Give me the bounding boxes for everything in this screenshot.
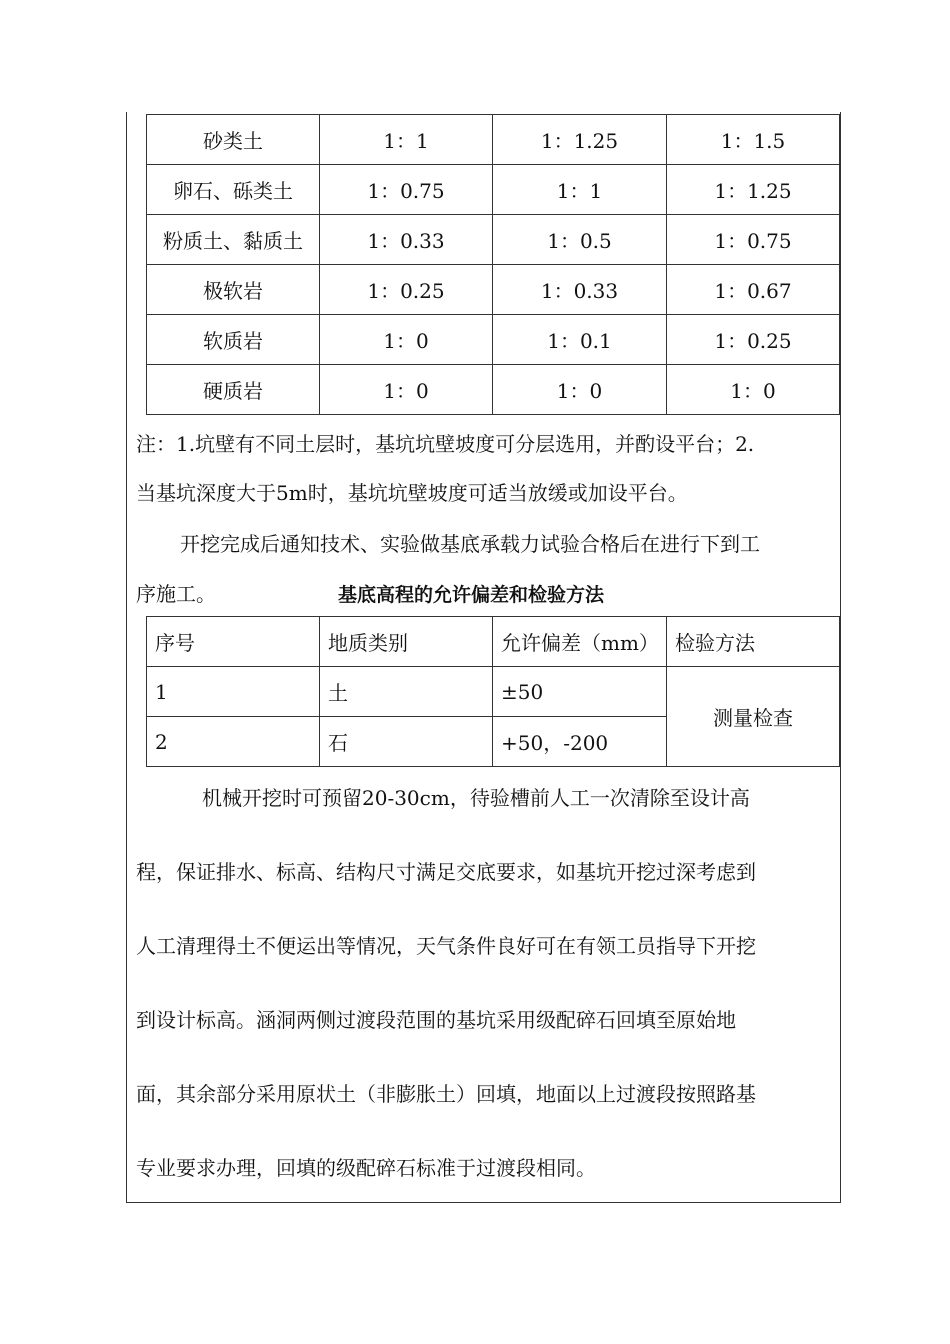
header-method: 检验方法 bbox=[667, 617, 840, 667]
table-cell: 1：0 bbox=[493, 365, 667, 415]
table-row bbox=[147, 365, 840, 415]
table-row bbox=[147, 115, 840, 165]
table-row bbox=[147, 215, 840, 265]
table-cell: 1 bbox=[147, 667, 320, 717]
table-cell: 1：0.75 bbox=[667, 215, 840, 265]
note-line-1: 注：1.坑壁有不同土层时，基坑坑壁坡度可分层选用，并酌设平台；2. bbox=[136, 432, 755, 456]
soil-type-cell: 砂类土 bbox=[147, 115, 320, 165]
paragraph-line: 面，其余部分采用原状土（非膨胀土）回填，地面以上过渡段按照路基 bbox=[136, 1082, 756, 1106]
slope-ratio-table bbox=[146, 114, 840, 415]
table-cell: ±50 bbox=[493, 667, 667, 717]
table-cell: 1：1.5 bbox=[667, 115, 840, 165]
soil-type-cell: 硬质岩 bbox=[147, 365, 320, 415]
table-cell: +50，-200 bbox=[493, 717, 667, 767]
paragraph-line: 到设计标高。涵洞两侧过渡段范围的基坑采用级配碎石回填至原始地 bbox=[136, 1008, 736, 1032]
soil-type-cell: 极软岩 bbox=[147, 265, 320, 315]
table-header-row bbox=[147, 617, 840, 667]
note-line-2: 当基坑深度大于5m时，基坑坑壁坡度可适当放缓或加设平台。 bbox=[136, 481, 688, 505]
soil-type-cell: 卵石、砾类土 bbox=[147, 165, 320, 215]
header-tolerance: 允许偏差（mm） bbox=[493, 617, 667, 667]
paragraph-line: 专业要求办理，回填的级配碎石标准于过渡段相同。 bbox=[136, 1156, 596, 1180]
table-row bbox=[147, 165, 840, 215]
method-cell: 测量检查 bbox=[667, 667, 840, 767]
table-cell: 1：1 bbox=[320, 115, 493, 165]
table-cell: 1：0.1 bbox=[493, 315, 667, 365]
table-cell: 1：0.5 bbox=[493, 215, 667, 265]
table-cell: 1：0.25 bbox=[320, 265, 493, 315]
table-cell: 1：0 bbox=[320, 315, 493, 365]
table-cell: 1：0.33 bbox=[493, 265, 667, 315]
table-cell: 1：0.67 bbox=[667, 265, 840, 315]
header-geology: 地质类别 bbox=[320, 617, 493, 667]
completion-line-1: 开挖完成后通知技术、实验做基底承载力试验合格后在进行下到工 bbox=[180, 532, 760, 556]
table-cell: 1：0.33 bbox=[320, 215, 493, 265]
soil-type-cell: 粉质土、黏质土 bbox=[147, 215, 320, 265]
table-cell: 1：0.25 bbox=[667, 315, 840, 365]
table-cell: 1：1.25 bbox=[493, 115, 667, 165]
table-cell: 土 bbox=[320, 667, 493, 717]
table-cell: 1：0 bbox=[320, 365, 493, 415]
completion-line-2: 序施工。 bbox=[136, 582, 216, 606]
header-serial: 序号 bbox=[147, 617, 320, 667]
table-cell: 1：0.75 bbox=[320, 165, 493, 215]
table-cell: 1：1 bbox=[493, 165, 667, 215]
table-cell: 1：0 bbox=[667, 365, 840, 415]
table-row bbox=[147, 315, 840, 365]
deviation-table bbox=[146, 616, 840, 767]
table-cell: 石 bbox=[320, 717, 493, 767]
paragraph-line: 人工清理得土不便运出等情况，天气条件良好可在有领工员指导下开挖 bbox=[136, 934, 756, 958]
soil-type-cell: 软质岩 bbox=[147, 315, 320, 365]
deviation-table-title: 基底高程的允许偏差和检验方法 bbox=[338, 584, 605, 606]
table-cell: 1：1.25 bbox=[667, 165, 840, 215]
table-row bbox=[147, 667, 840, 717]
table-row bbox=[147, 265, 840, 315]
table-cell: 2 bbox=[147, 717, 320, 767]
paragraph-line: 机械开挖时可预留20-30cm，待验槽前人工一次清除至设计高 bbox=[202, 786, 750, 810]
paragraph-line: 程，保证排水、标高、结构尺寸满足交底要求，如基坑开挖过深考虑到 bbox=[136, 860, 756, 884]
